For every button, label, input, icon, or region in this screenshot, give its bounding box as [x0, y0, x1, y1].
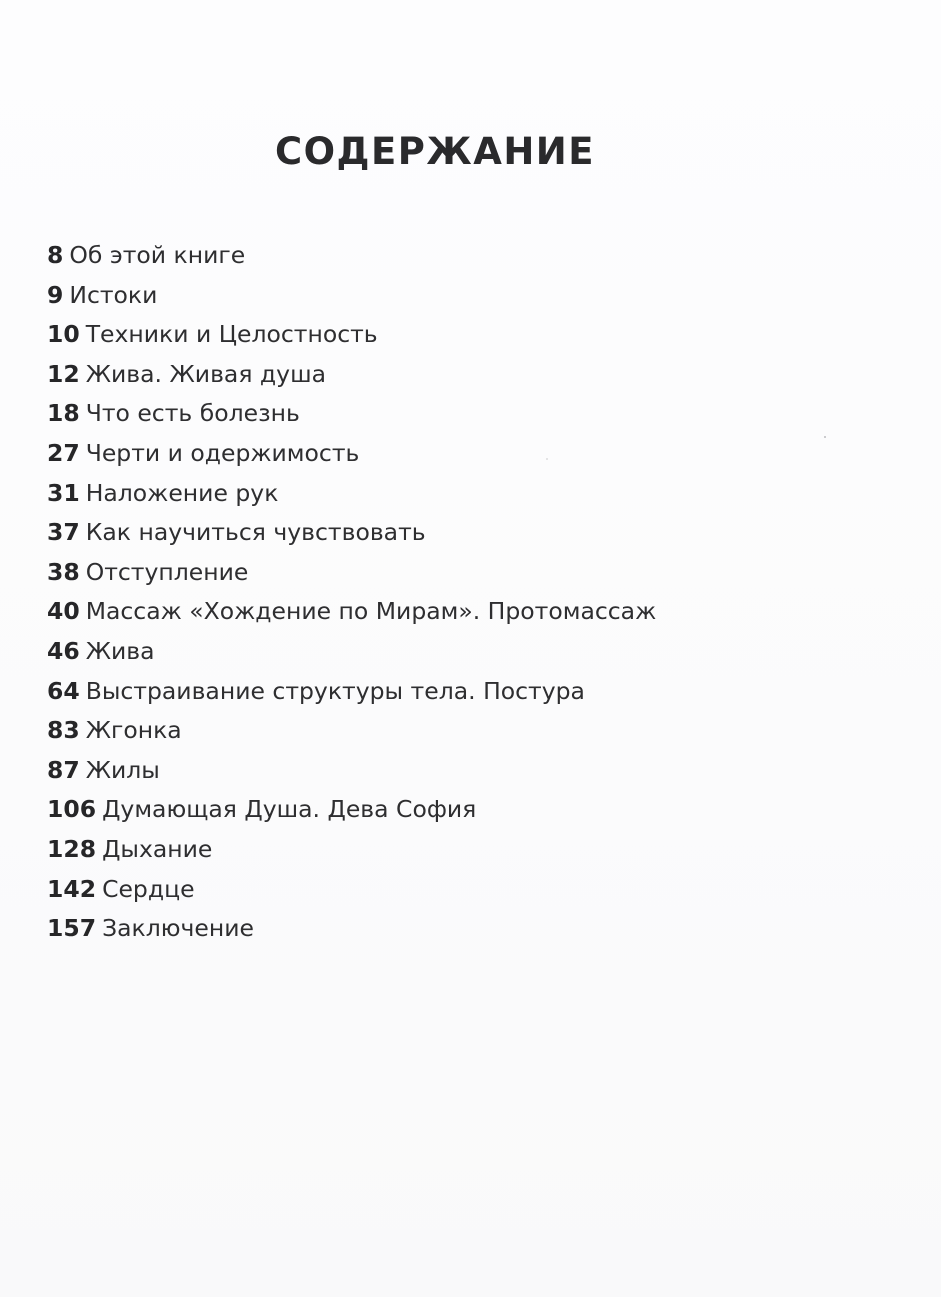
toc-entry [47, 711, 656, 751]
toc-entry [47, 909, 656, 949]
toc-entry-title: Отступление [85, 557, 249, 586]
toc-page-number: 27 [47, 438, 80, 467]
toc-page-number: 38 [47, 557, 80, 586]
toc-entry-title: Наложение рук [85, 478, 279, 507]
toc-page-number: 9 [47, 280, 64, 309]
toc-entry [47, 315, 656, 355]
toc-page-number: 142 [47, 874, 97, 903]
toc-page-number: 40 [47, 597, 80, 626]
toc-entry [47, 394, 656, 434]
toc-entry-title: Сердце [102, 874, 195, 903]
toc-entry-title: Черти и одержимость [85, 438, 360, 467]
toc-page-number: 106 [47, 795, 97, 824]
toc-entry [47, 474, 656, 514]
toc-page-number: 18 [47, 399, 80, 428]
toc-page-number: 8 [47, 241, 64, 269]
toc-page-number: 83 [47, 716, 80, 745]
paper-speck [546, 458, 548, 460]
toc-page-number: 64 [47, 676, 80, 705]
toc-entry [47, 672, 656, 712]
toc-page-number: 31 [47, 478, 80, 507]
toc-entry [47, 751, 656, 791]
toc-entry [47, 870, 656, 910]
toc-page-number: 37 [47, 518, 80, 547]
toc-page-number: 157 [47, 914, 97, 943]
toc-entry-title: Жгонка [85, 716, 182, 745]
toc-entry-title: Техники и Целостность [85, 320, 378, 349]
toc-entry [47, 830, 656, 870]
toc-entry [47, 592, 656, 632]
toc-entry [47, 355, 656, 395]
toc-entry [47, 513, 656, 553]
toc-page-number: 10 [47, 320, 80, 349]
toc-entry-title: Истоки [69, 280, 158, 309]
toc-entry [47, 276, 656, 316]
toc-entry [47, 236, 656, 276]
toc-entry-title: Жилы [85, 755, 160, 784]
page-title: СОДЕРЖАНИЕ [274, 130, 596, 173]
toc-entry-title: Жива [85, 636, 155, 665]
toc-page-number: 128 [47, 834, 97, 863]
toc-entry-title: Дыхание [102, 834, 213, 863]
toc-page-number: 87 [47, 755, 80, 784]
toc-entry [47, 553, 656, 593]
toc-entry-title: Что есть болезнь [85, 399, 300, 428]
toc-entry [47, 632, 656, 672]
toc-entry-title: Как научиться чувствовать [85, 518, 426, 547]
toc-list [47, 236, 656, 949]
paper-speck [824, 436, 826, 438]
toc-entry-title: Жива. Живая душа [85, 359, 326, 388]
toc-entry-title: Массаж «Хождение по Мирам». Протомассаж [85, 597, 657, 626]
toc-entry-title: Заключение [102, 914, 254, 943]
toc-entry-title: Думающая Душа. Дева София [102, 795, 477, 824]
toc-page-number: 46 [47, 636, 80, 665]
toc-page-number: 12 [47, 359, 80, 388]
toc-entry [47, 790, 656, 830]
toc-entry-title: Об этой книге [69, 241, 246, 269]
toc-entry-title: Выстраивание структуры тела. Постура [85, 676, 585, 705]
toc-entry [47, 434, 656, 474]
